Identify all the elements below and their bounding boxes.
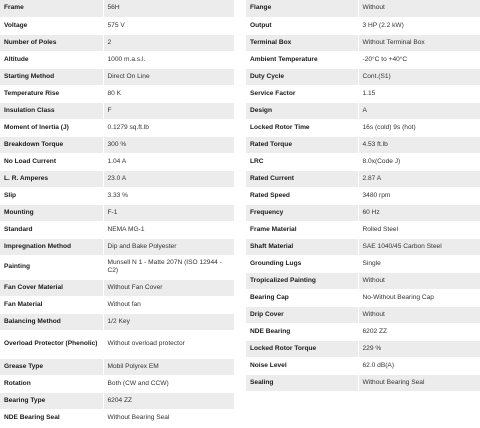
spec-label: Bearing Cap [246, 289, 358, 306]
spec-label: Shaft Material [246, 238, 358, 255]
spec-label: Service Factor [246, 85, 358, 102]
spec-row [246, 17, 480, 34]
spec-row [0, 102, 234, 119]
spec-row [0, 187, 234, 204]
spec-row [0, 255, 234, 279]
spec-value: 3480 rpm [358, 187, 480, 204]
spec-value: 0.1279 sq.ft.lb [103, 119, 234, 136]
spec-value: F-1 [103, 204, 234, 221]
spec-row [246, 0, 480, 17]
spec-row [246, 34, 480, 51]
spec-value: SAE 1040/45 Carbon Steel [358, 238, 480, 255]
spec-label: Grounding Lugs [246, 255, 358, 272]
spec-label: Voltage [0, 17, 103, 34]
spec-value: 6202 ZZ [358, 323, 480, 340]
spec-value: 229 % [358, 340, 480, 357]
spec-label: Altitude [0, 51, 103, 68]
spec-value: 23.0 A [103, 170, 234, 187]
spec-label: Design [246, 102, 358, 119]
spec-label: Rotation [0, 375, 103, 392]
spec-value: 62.0 dB(A) [358, 357, 480, 374]
spec-label: Rated Speed [246, 187, 358, 204]
spec-value: Without [358, 0, 480, 17]
spec-label: Locked Rotor Torque [246, 340, 358, 357]
spec-value: Direct On Line [103, 68, 234, 85]
spec-row [0, 153, 234, 170]
right-spec-table [246, 0, 480, 392]
spec-value: Dip and Bake Polyester [103, 238, 234, 255]
spec-row [246, 187, 480, 204]
spec-value: Without [358, 306, 480, 323]
spec-row [0, 221, 234, 238]
spec-label: Mounting [0, 204, 103, 221]
spec-label: Flange [246, 0, 358, 17]
spec-row [246, 238, 480, 255]
spec-label: Noise Level [246, 357, 358, 374]
spec-row [0, 119, 234, 136]
spec-value: Without overload protector [103, 330, 234, 358]
spec-label: Duty Cycle [246, 68, 358, 85]
spec-label: Frequency [246, 204, 358, 221]
spec-label: Rated Torque [246, 136, 358, 153]
spec-row [0, 238, 234, 255]
spec-label: Drip Cover [246, 306, 358, 323]
spec-row [0, 85, 234, 102]
spec-row [0, 392, 234, 409]
spec-label: Tropicalized Painting [246, 272, 358, 289]
spec-label: Fan Cover Material [0, 279, 103, 296]
spec-row [246, 374, 480, 391]
spec-value: 56H [103, 0, 234, 17]
spec-label: Sealing [246, 374, 358, 391]
spec-row [246, 289, 480, 306]
spec-value: 60 Hz [358, 204, 480, 221]
spec-row [0, 296, 234, 313]
spec-row [246, 68, 480, 85]
spec-label: Number of Poles [0, 34, 103, 51]
spec-label: Output [246, 17, 358, 34]
spec-row [246, 119, 480, 136]
spec-value: 8.0x(Code J) [358, 153, 480, 170]
spec-row [0, 17, 234, 34]
spec-value: Both (CW and CCW) [103, 375, 234, 392]
spec-label: Moment of Inertia (J) [0, 119, 103, 136]
spec-value: 300 % [103, 136, 234, 153]
spec-row [246, 272, 480, 289]
spec-label: Rated Current [246, 170, 358, 187]
spec-label: L. R. Amperes [0, 170, 103, 187]
spec-row [0, 358, 234, 375]
spec-value: 1.04 A [103, 153, 234, 170]
spec-value: 3.33 % [103, 187, 234, 204]
spec-row [246, 357, 480, 374]
spec-label: Starting Method [0, 68, 103, 85]
spec-label: Overload Protector (Phenolic) [0, 330, 103, 358]
spec-label: Bearing Type [0, 392, 103, 409]
spec-row [246, 136, 480, 153]
spec-row [246, 255, 480, 272]
spec-label: Terminal Box [246, 34, 358, 51]
spec-row [246, 153, 480, 170]
spec-row [0, 0, 234, 17]
spec-value: Single [358, 255, 480, 272]
spec-label: Impregnation Method [0, 238, 103, 255]
spec-row [246, 221, 480, 238]
spec-value: Without fan [103, 296, 234, 313]
spec-label: Grease Type [0, 358, 103, 375]
spec-value: -20°C to +40°C [358, 51, 480, 68]
spec-label: No Load Current [0, 153, 103, 170]
spec-label: Frame Material [246, 221, 358, 238]
spec-row [246, 102, 480, 119]
spec-row [246, 85, 480, 102]
left-spec-table [0, 0, 234, 428]
spec-row [246, 51, 480, 68]
spec-label: Locked Rotor Time [246, 119, 358, 136]
spec-value: Without Bearing Seal [358, 374, 480, 391]
spec-label: Slip [0, 187, 103, 204]
spec-label: Temperature Rise [0, 85, 103, 102]
spec-value: 3 HP (2.2 kW) [358, 17, 480, 34]
spec-label: Breakdown Torque [0, 136, 103, 153]
spec-value: 80 K [103, 85, 234, 102]
spec-value: 2 [103, 34, 234, 51]
spec-row [0, 204, 234, 221]
spec-row [0, 409, 234, 427]
spec-value: 4.53 ft.lb [358, 136, 480, 153]
spec-value: Without Fan Cover [103, 279, 234, 296]
spec-label: Fan Material [0, 296, 103, 313]
spec-row [0, 51, 234, 68]
spec-value: Mobil Polyrex EM [103, 358, 234, 375]
spec-value: Without Bearing Seal [103, 409, 234, 427]
spec-value: NEMA MG-1 [103, 221, 234, 238]
spec-row [246, 323, 480, 340]
spec-label: NDE Bearing [246, 323, 358, 340]
spec-value: 1000 m.a.s.l. [103, 51, 234, 68]
spec-row [246, 340, 480, 357]
spec-row [0, 68, 234, 85]
spec-value: F [103, 102, 234, 119]
spec-value: No-Without Bearing Cap [358, 289, 480, 306]
spec-row [0, 375, 234, 392]
spec-row [0, 136, 234, 153]
spec-label: LRC [246, 153, 358, 170]
spec-value: 1/2 Key [103, 313, 234, 330]
spec-label: Balancing Method [0, 313, 103, 330]
spec-label: Ambient Temperature [246, 51, 358, 68]
spec-row [246, 204, 480, 221]
spec-row [0, 330, 234, 358]
spec-value: 6204 ZZ [103, 392, 234, 409]
spec-row [0, 313, 234, 330]
spec-label: NDE Bearing Seal [0, 409, 103, 427]
spec-value: Munsell N 1 - Matte 207N (ISO 12944 - C2) [103, 255, 234, 279]
spec-label: Standard [0, 221, 103, 238]
spec-value: 575 V [103, 17, 234, 34]
spec-value: Cont.(S1) [358, 68, 480, 85]
spec-row [0, 170, 234, 187]
spec-row [246, 170, 480, 187]
spec-value: 16s (cold) 9s (hot) [358, 119, 480, 136]
spec-label: Insulation Class [0, 102, 103, 119]
spec-value: 1.15 [358, 85, 480, 102]
spec-row [0, 34, 234, 51]
spec-label: Painting [0, 255, 103, 279]
spec-row [246, 306, 480, 323]
spec-row [0, 279, 234, 296]
spec-value: Without [358, 272, 480, 289]
spec-value: A [358, 102, 480, 119]
spec-value: Without Terminal Box [358, 34, 480, 51]
spec-label: Frame [0, 0, 103, 17]
spec-value: 2.87 A [358, 170, 480, 187]
spec-value: Rolled Steel [358, 221, 480, 238]
